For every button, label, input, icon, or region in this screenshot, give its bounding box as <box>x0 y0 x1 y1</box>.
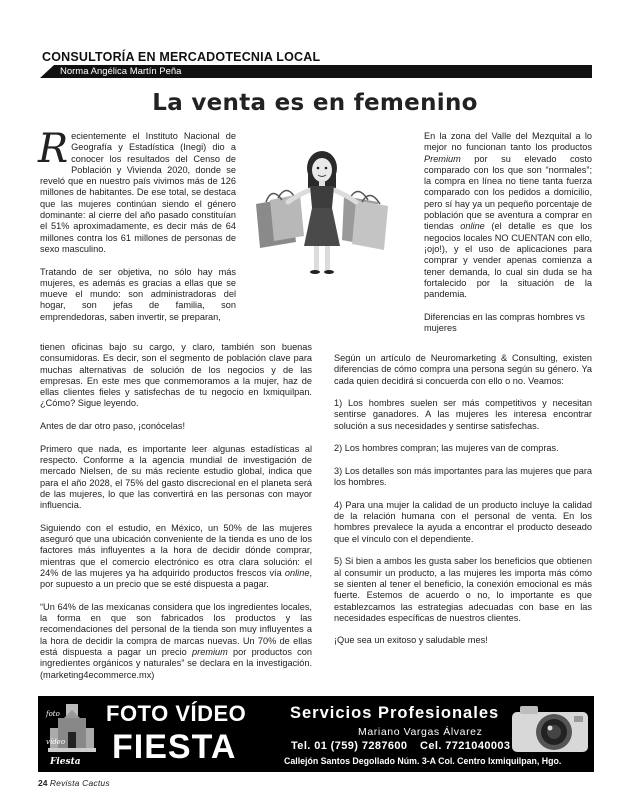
closing-line: ¡Que sea un exitoso y saludable mes! <box>334 635 488 646</box>
mexico-study-online: online <box>284 567 310 578</box>
article-headline: La venta es en femenino <box>152 90 478 116</box>
svg-text:Fiesta: Fiesta <box>50 757 81 767</box>
quote-part1: “Un 64% de las mexicanas considera que los ingredientes locales, la forma en que son fabricados los productos y las recomendaciones del personal de la tienda son muy influyentes a la hora de decidir la compra de marcas nuevas. Un 70% de ellas está dispuesta a pagar un precio <box>40 601 312 658</box>
section-title: CONSULTORÍA EN MERCADOTECNIA LOCAL <box>42 50 321 64</box>
fiesta-logo <box>44 702 100 772</box>
paragraph-mexico-study <box>40 523 312 591</box>
ad-services: Servicios Profesionales <box>290 704 500 722</box>
magazine-name: Revista Cactus <box>49 778 110 788</box>
foto-video-fiesta-ad <box>38 696 594 772</box>
column-left-lower <box>40 342 312 681</box>
ad-cell: Cel. 7721040003 <box>420 740 511 752</box>
paragraph-consumers: tienen oficinas bajo su cargo, y claro, también son buenas consumidoras. Es decir, son el segmento de población clave para muchas alternativas de solución de los negocios y de las empresas. En este mes que conmemoramos a la mujer, haz de ellas clientes fieles y satisfechas de tu negocio en Ixmiquilpan. ¿Cómo? Sigue leyendo. <box>40 342 312 409</box>
list-item-1: 1) Los hombres suelen ser más competitivos y necesitan sentirse ganadores. A las mujeres les interesa encontrar solución a sus necesidades y sentirse satisfechas. <box>334 398 592 431</box>
quote-part2: por productos con ingredientes orgánicos y naturales” se declara en la investigación. (marketing4ecommerce.mx) <box>40 647 312 680</box>
svg-text:vídeo: vídeo <box>46 738 66 746</box>
paragraph-objective: Tratando de ser objetiva, no sólo hay más mujeres, es además es gracias a ellas que se mueve el mundo: son administradoras del hogar, son jefas de familia, son emprendedoras, saben invertir, se preparan, <box>40 266 236 322</box>
author-bar-wedge <box>40 65 54 78</box>
list-item-5: 5) Si bien a ambos les gusta saber los beneficios que obtienen al consumir un producto, a las mujeres les importa más cómo se sienten al tener el beneficio, la conexión emocional es más fuerte. Estemos de acuerdo o no, lo importante es que establezcamos las estrategias adecuadas con base en las necesidades específicas de nuestros clientes. <box>334 556 592 623</box>
paragraph-nielsen: Primero que nada, es importante leer algunas estadísticas al respecto. Conforme a la agencia mundial de investigación de mercado Nielsen, de su más reciente estudio global, indica que para el año 2028, el 75% del gasto discrecional en el planeta será de las mujeres, lo que las convertirá en las personas con mayor influencia. <box>40 443 312 511</box>
mexico-study-part2: , por supuesto a un precio que se esté dispuesta a pagar. <box>40 567 312 590</box>
valle-text-part3: (el detalle es que los negocios locales NO CUENTAN con ello, ¡ojo!), y el uso de aplicaciones para comprar y vender apenas comienza a tener demanda, lo cual sin duda se ha fortalecido por la situación de la pandemia. <box>424 221 592 300</box>
page-number: 24 <box>38 778 48 788</box>
paragraph-quote <box>40 602 312 681</box>
ad-owner-name: Mariano Vargas Álvarez <box>358 726 483 738</box>
author-bar <box>40 65 592 78</box>
drop-cap: R <box>38 126 69 172</box>
list-item-3: 3) Los detalles son más importantes para las mujeres que para los hombres. <box>334 465 592 488</box>
valle-text-online: online <box>460 221 485 232</box>
mexico-study-part1: Siguiendo con el estudio, en México, un 50% de las mujeres aseguró que una ubicación conveniente de la tienda es uno de los factores más influyentes a la hora de decidir dónde comprar, mientras que el comercio electrónico es otra clara solución: el 24% de las mujeres ya ha adquirido productos frescos vía <box>40 522 312 578</box>
ad-title-fiesta: FIESTA <box>112 728 237 766</box>
ad-phone: Tel. 01 (759) 7287600 <box>291 740 408 752</box>
woman-with-bags-icon <box>248 146 396 276</box>
church-logo-icon <box>44 702 100 768</box>
page-footer <box>38 778 110 788</box>
ad-title-foto-video: FOTO VÍDEO <box>106 701 247 726</box>
camera-icon <box>508 700 592 761</box>
valle-text-premium: Premium <box>424 153 461 164</box>
paragraph-meet-them: Antes de dar otro paso, ¡conócelas! <box>40 421 186 432</box>
paragraph-neuromarketing: Según un artículo de Neuromarketing & Consulting, existen diferencias de cómo compra una persona según su género. Ya cada quien decidirá si concuerda con ello o no. Veamos: <box>334 353 592 386</box>
column-left-top <box>38 126 236 323</box>
intro-paragraph: ecientemente el Instituto Nacional de Geografía y Estadística (Inegi) dio a conocer los resultados del Censo de Población y Vivienda 2020, donde se reveló que en nuestro país vivimos más de 126 millones de habitantes. De ese total, se destaca que las mujeres continúan siendo el género dominante: al cierre del año pasado constituían el 51% aproximadamente, es decir más de 64 millones contra los 61 millones de personas de sexo masculino. <box>40 131 236 254</box>
valle-text-part2: por su elevado costo comparado con los que son “normales”; la compra en línea no tiene tanta fuerza comparado con los pedidos a domicilio, pero sí hay ya un pequeño porcentaje de población que se aventura a comprar en tiendas <box>424 153 592 232</box>
ad-address: Callejón Santos Degollado Núm. 3-A Col. Centro Ixmiquilpan, Hgo. <box>284 756 562 766</box>
svg-text:foto: foto <box>46 710 60 718</box>
list-item-2: 2) Los hombres compran; las mujeres van de compras. <box>334 443 559 454</box>
author-name: Norma Angélica Martín Peña <box>60 66 182 77</box>
column-right-lower <box>334 353 592 647</box>
subheading-differences: Diferencias en las compras hombres vs mujeres <box>424 311 585 334</box>
valle-text-part1: En la zona del Valle del Mezquital a lo mejor no funcionan tanto los productos <box>424 131 592 153</box>
section-header <box>40 50 592 78</box>
shopping-woman-illustration <box>248 146 396 276</box>
column-right-top <box>424 131 592 334</box>
list-item-4: 4) Para una mujer la calidad de un producto incluye la calidad de la relación humana con el personal de venta. En los hombres prevalece la ayuda a encontrar el producto deseado que el vínculo con el dependiente. <box>334 499 592 544</box>
quote-premium: premium <box>192 647 228 658</box>
